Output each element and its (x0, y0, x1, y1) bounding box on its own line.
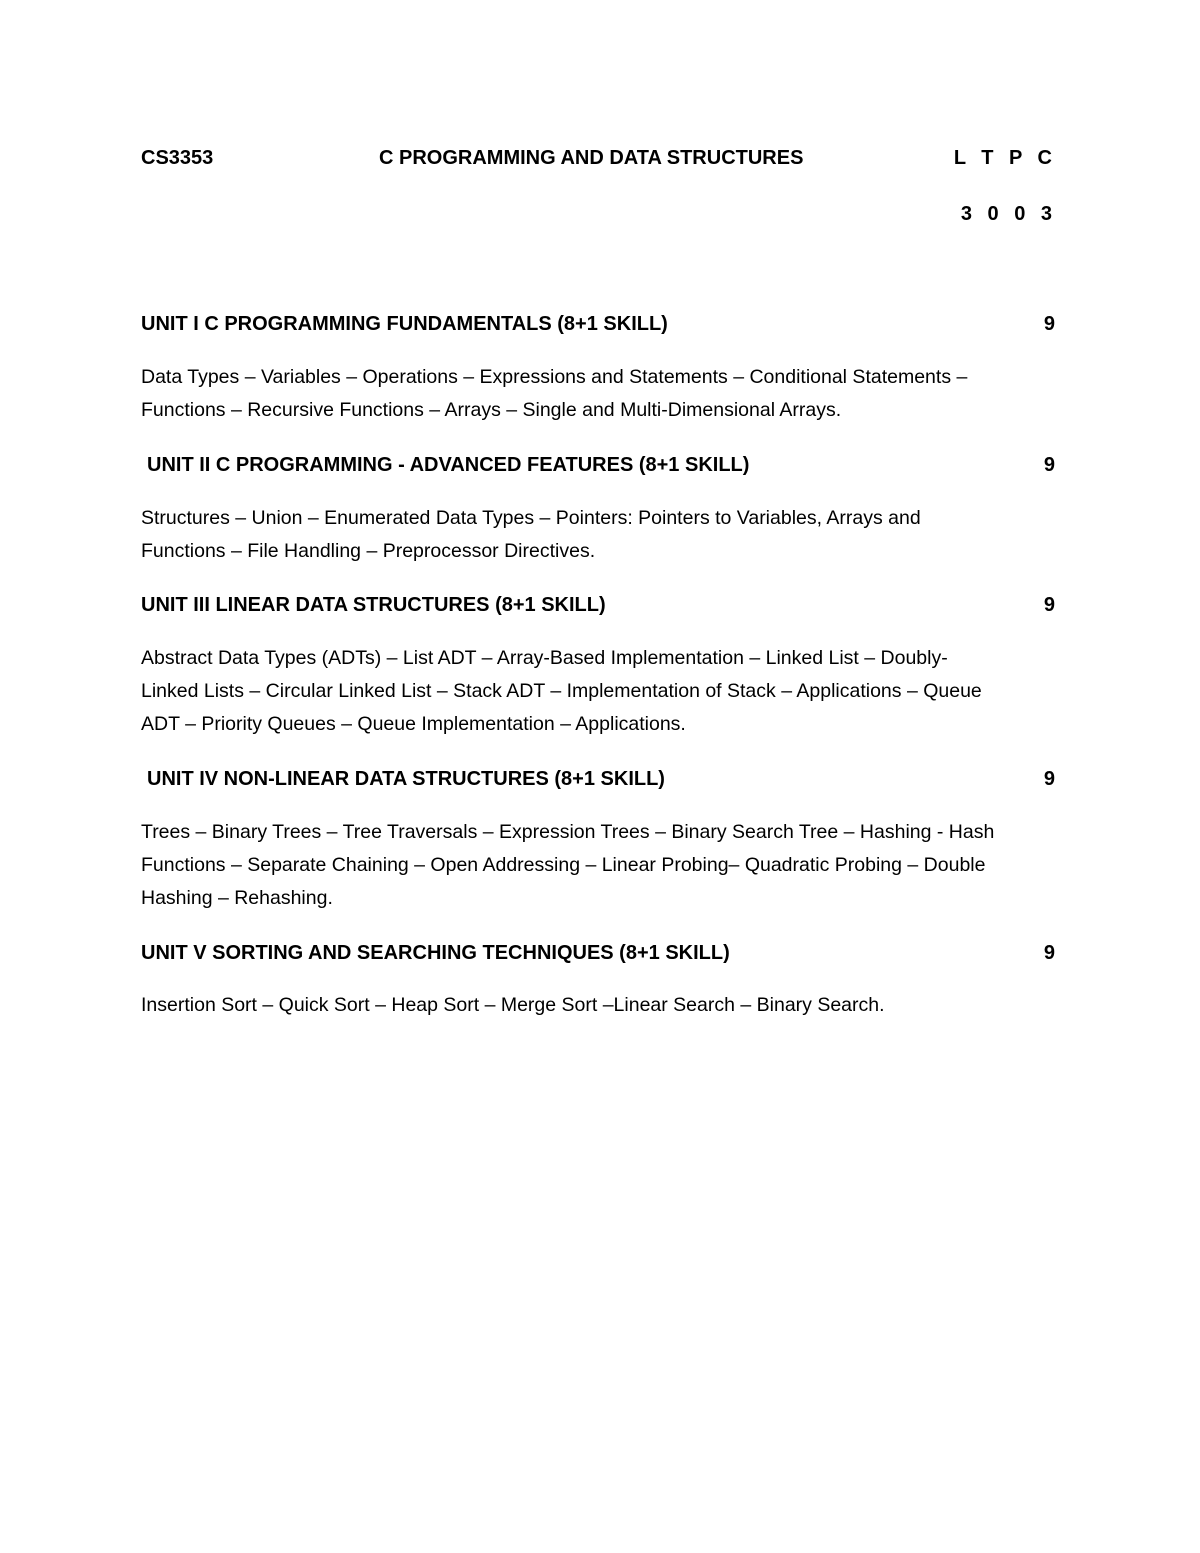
course-title: C PROGRAMMING AND DATA STRUCTURES (379, 147, 804, 169)
unit-content (141, 989, 1061, 1022)
ltpc-label: L T P C (953, 147, 1057, 169)
unit-content-line: Data Types – Variables – Operations – Expressions and Statements – Conditional Statements – (141, 366, 968, 388)
unit-hours: 9 (1043, 313, 1055, 335)
unit-content-line: Structures – Union – Enumerated Data Types – Pointers: Pointers to Variables, Arrays and (141, 507, 921, 529)
unit-hours: 9 (1043, 768, 1055, 790)
unit-title: UNIT V SORTING AND SEARCHING TECHNIQUES (8+1 SKILL) (141, 942, 730, 964)
unit-hours: 9 (1043, 454, 1055, 476)
unit-content (141, 816, 1061, 915)
course-code: CS3353 (141, 147, 214, 169)
ltpc-values: 3 0 0 3 (960, 203, 1057, 225)
unit-content-line: Functions – Recursive Functions – Arrays – Single and Multi-Dimensional Arrays. (141, 399, 842, 421)
unit-content-line: Functions – Separate Chaining – Open Addressing – Linear Probing– Quadratic Probing – Double (141, 854, 986, 876)
unit-content (141, 361, 1061, 427)
unit-hours: 9 (1043, 942, 1055, 964)
unit-content-line: Functions – File Handling – Preprocessor Directives. (141, 540, 596, 562)
unit-content-line: Hashing – Rehashing. (141, 887, 333, 909)
unit-content-line: Insertion Sort – Quick Sort – Heap Sort – Merge Sort –Linear Search – Binary Search. (141, 994, 885, 1016)
unit-content (141, 642, 1061, 741)
unit-title: UNIT IV NON-LINEAR DATA STRUCTURES (8+1 SKILL) (147, 768, 665, 790)
unit-content-line: ADT – Priority Queues – Queue Implementation – Applications. (141, 713, 686, 735)
unit-content (141, 502, 1061, 568)
unit-content-line: Abstract Data Types (ADTs) – List ADT – Array-Based Implementation – Linked List – Doubly- (141, 647, 948, 669)
unit-hours: 9 (1043, 594, 1055, 616)
unit-title: UNIT III LINEAR DATA STRUCTURES (8+1 SKILL) (141, 594, 606, 616)
unit-title: UNIT I C PROGRAMMING FUNDAMENTALS (8+1 SKILL) (141, 313, 668, 335)
unit-content-line: Linked Lists – Circular Linked List – Stack ADT – Implementation of Stack – Applications – Queue (141, 680, 982, 702)
unit-title: UNIT II C PROGRAMMING - ADVANCED FEATURES (8+1 SKILL) (147, 454, 750, 476)
unit-content-line: Trees – Binary Trees – Tree Traversals – Expression Trees – Binary Search Tree – Hashing - Hash (141, 821, 995, 843)
